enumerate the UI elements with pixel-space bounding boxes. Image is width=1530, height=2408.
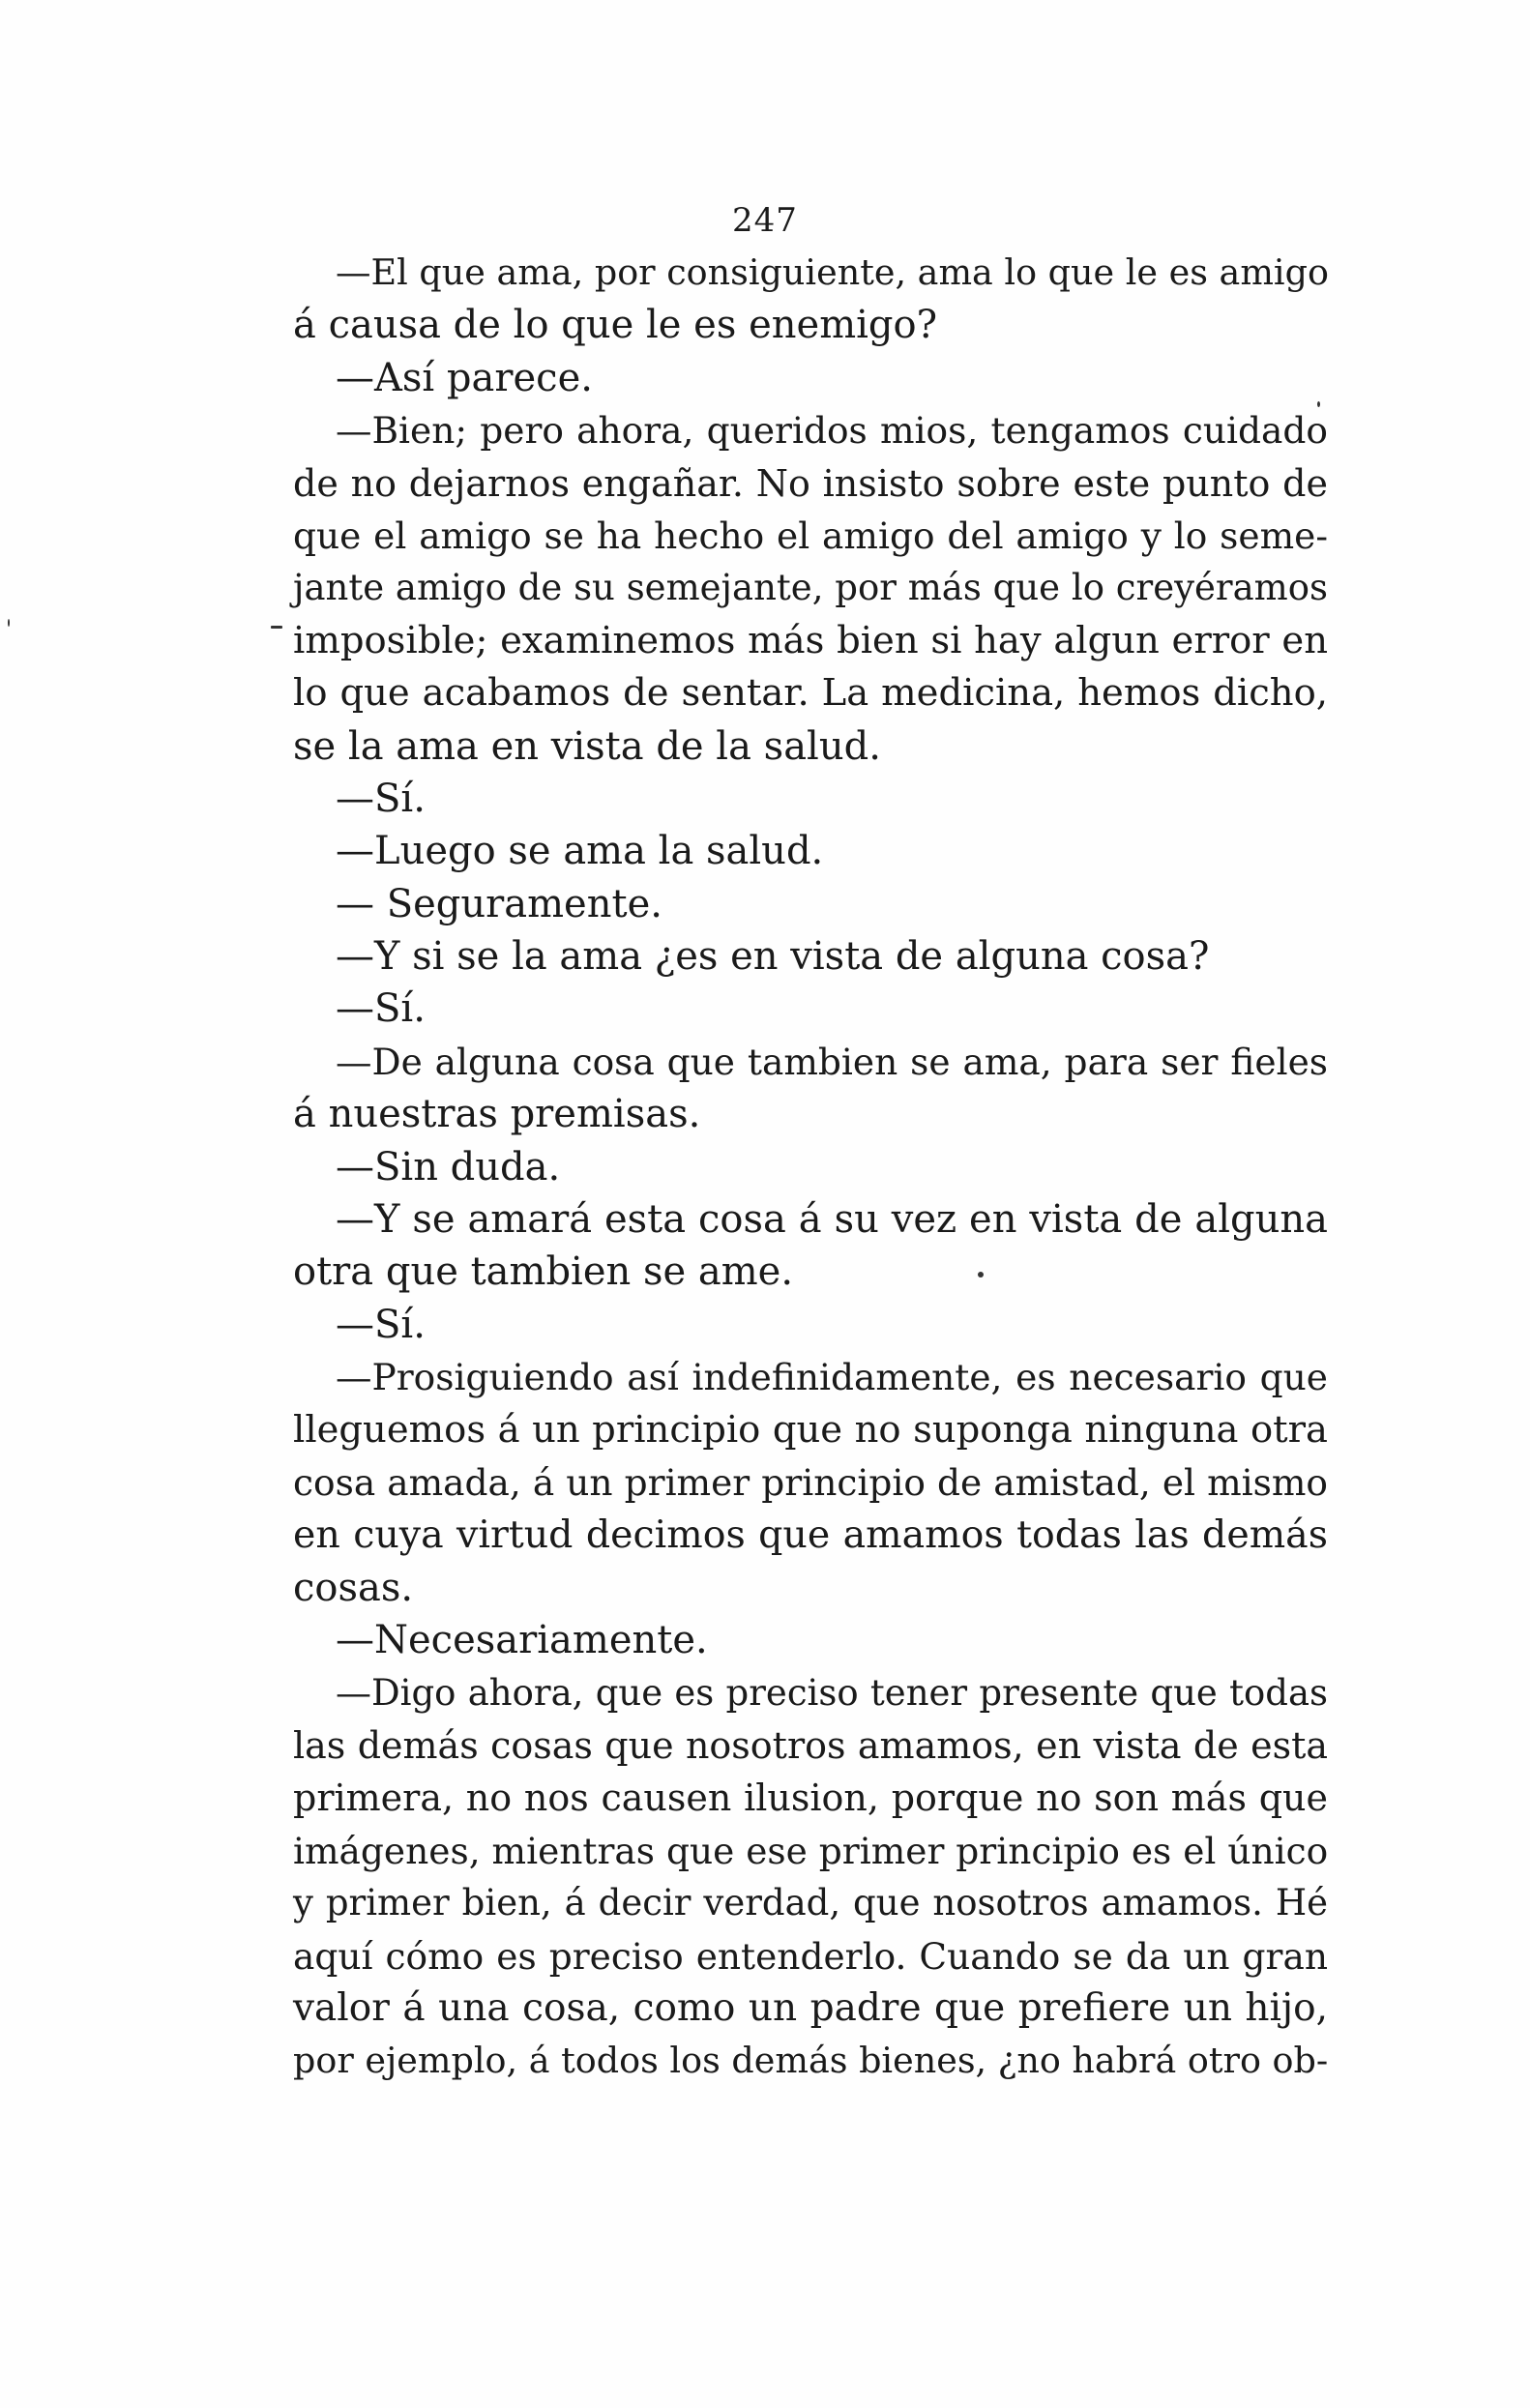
page-number: 247 <box>732 201 798 240</box>
text-line: —El que ama, por consiguiente, ama lo que le es amigo <box>336 251 1329 293</box>
text-line: de no dejarnos engañar. No insisto sobre este punto de <box>293 461 1328 505</box>
text-line: — Seguramente. <box>336 881 662 926</box>
text-line: —De alguna cosa que tambien se ama, para ser fieles <box>336 1040 1328 1083</box>
text-line: lo que acabamos de sentar. La medicina, hemos dicho, <box>293 671 1328 716</box>
text-line: imposible; examinemos más bien si hay algun error en <box>293 618 1328 662</box>
text-line: cosas. <box>293 1565 414 1610</box>
text-line: que el amigo se ha hecho el amigo del amigo y lo seme- <box>293 514 1328 557</box>
text-line: y primer bien, á decir verdad, que nosotros amamos. Hé <box>293 1882 1328 1924</box>
scan-speck <box>1317 401 1320 407</box>
text-line: en cuya virtud decimos que amamos todas las demás <box>293 1512 1328 1558</box>
text-line: —Necesariamente. <box>336 1618 708 1663</box>
text-line: —Y se amará esta cosa á su vez en vista de alguna <box>336 1197 1328 1243</box>
text-line: cosa amada, á un primer principio de amistad, el mismo <box>293 1460 1328 1504</box>
text-line: imágenes, mientras que ese primer principio es el único <box>293 1829 1329 1872</box>
text-line: valor á una cosa, como un padre que prefiere un hijo, <box>293 1985 1328 2030</box>
text-line: las demás cosas que nosotros amamos, en vista de esta <box>293 1723 1328 1767</box>
text-line: —Prosiguiendo así indefinidamente, es necesario que <box>336 1356 1328 1399</box>
text-line: primera, no nos causen ilusion, porque no son más que <box>293 1777 1328 1820</box>
scan-speck <box>978 1272 984 1277</box>
text-line: aquí cómo es preciso entenderlo. Cuando se da un gran <box>293 1934 1328 1978</box>
text-line: —Luego se ama la salud. <box>336 829 824 874</box>
text-line: —Y si se la ama ¿es en vista de alguna cosa? <box>336 934 1210 980</box>
text-line: —Sí. <box>336 776 426 821</box>
text-line: á causa de lo que le es enemigo? <box>293 303 938 348</box>
text-line: lleguemos á un principio que no suponga ninguna otra <box>293 1407 1328 1452</box>
text-line: —Sí. <box>336 986 426 1032</box>
text-line: se la ama en vista de la salud. <box>293 723 881 769</box>
text-line: —Sin duda. <box>336 1144 561 1189</box>
body-text <box>293 247 1328 2088</box>
scan-speck <box>8 619 10 627</box>
text-line: —Así parece. <box>336 355 593 400</box>
text-line: jante amigo de su semejante, por más que lo creyéramos <box>293 567 1328 609</box>
scan-speck <box>271 626 282 629</box>
text-line: —Sí. <box>336 1302 426 1347</box>
text-line: á nuestras premisas. <box>293 1092 701 1137</box>
text-line: —Digo ahora, que es preciso tener presente que todas <box>336 1671 1328 1714</box>
text-line: otra que tambien se ame. <box>293 1249 794 1295</box>
text-line: por ejemplo, á todos los demás bienes, ¿no habrá otro ob- <box>293 2040 1329 2082</box>
text-line: —Bien; pero ahora, queridos mios, tengamos cuidado <box>336 409 1328 453</box>
